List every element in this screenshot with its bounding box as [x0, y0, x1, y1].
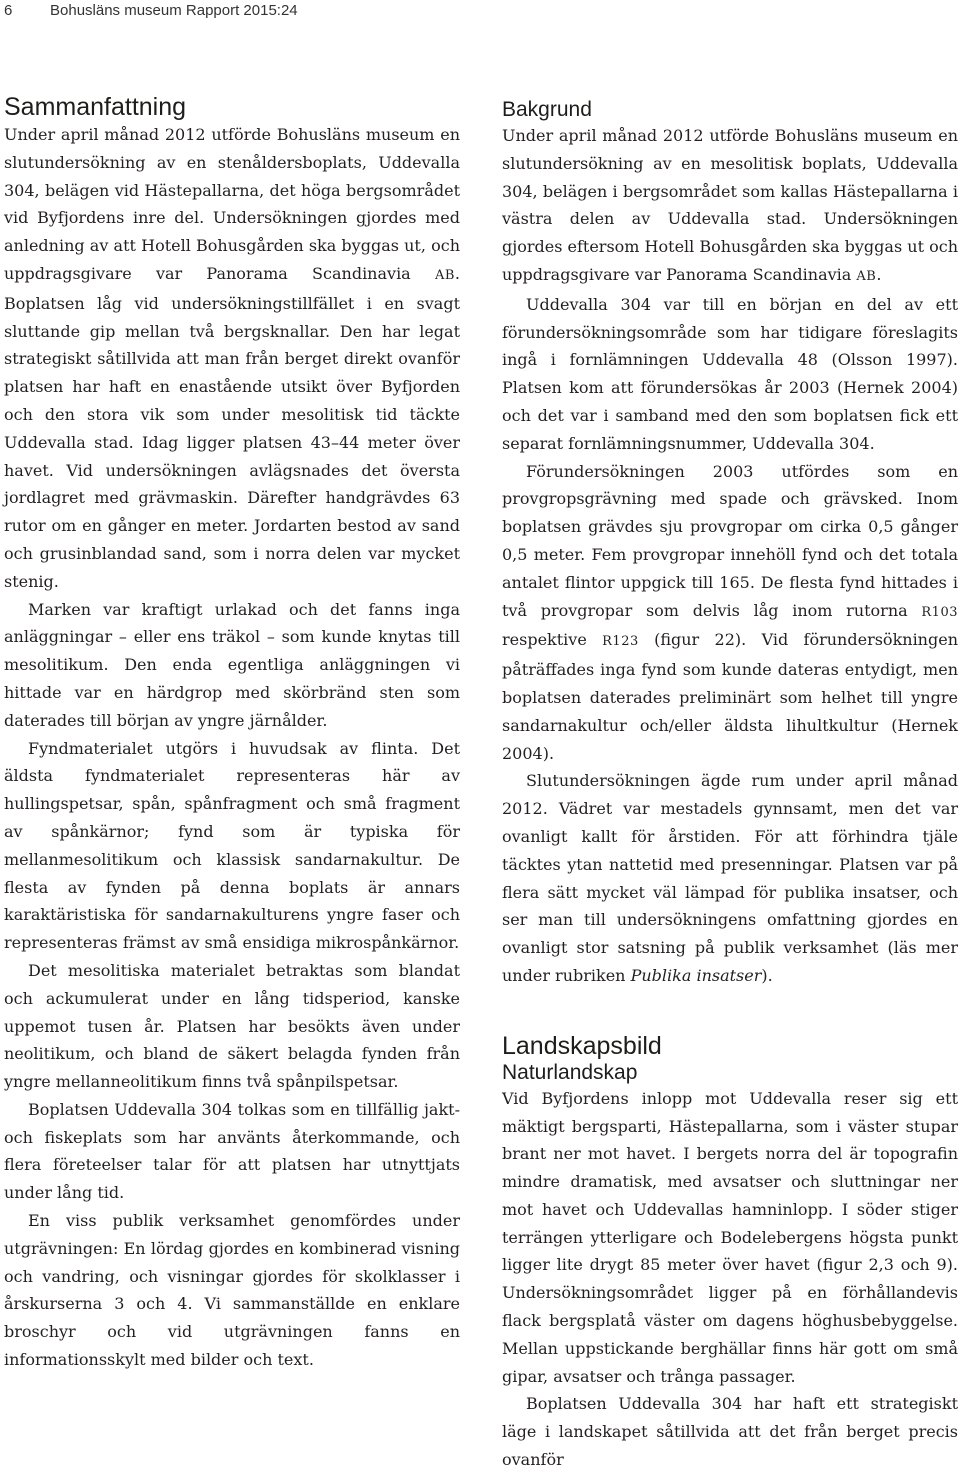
- summary-paragraph-3: Fyndmaterialet utgörs i huvudsak av flinta. Det äldsta fyndmaterialet representeras här av hullingspetsar, spån, spånfragment och små fragment av spånkärnor; fynd som är typiska för mellanmesolitikum och klassisk sandarnakultur. De flesta av fynden på denna boplats är annars karaktäristiska för sandarnakulturens yngre faser och representeras främst av små ensidiga mikrospånkärnor.: [4, 738, 460, 953]
- summary-paragraph-6: En viss publik verksamhet genomfördes under utgrävningen: En lördag gjordes en kombinerad visning och vandring, och visningar gjordes för skolklasser i årskurserna 3 och 4. Vi sammanställde en enklare broschyr och vid utgrävningen fanns en informationsskylt med bilder och text.: [4, 1211, 460, 1370]
- background-paragraph-4: Slutundersökningen ägde rum under april månad 2012. Vädret var mestadels gynnsamt, men det var ovanligt kallt för årstiden. För att förhindra tjäle täcktes ytan nattetid med presenningar. Platsen var på flera sätt mycket väl lämpad för publika insatser, och ser man till undersökningens omfattning gjordes en ovanligt stor satsning på publik verksamhet (läs mer under rubriken Publika insatser).: [502, 771, 958, 985]
- running-header: [4, 2, 298, 22]
- summary-paragraph-5: Boplatsen Uddevalla 304 tolkas som en tillfällig jakt- och fiskeplats som har använts återkommande, och flera företeelser talar för att platsen har utnyttjats under lång tid.: [4, 1099, 460, 1203]
- sammanfattning-heading: Sammanfattning: [4, 93, 187, 121]
- background-paragraph-1: Under april månad 2012 utförde Bohusläns museum en slutundersökning av en mesolitisk boplats, Uddevalla 304, belägen i bergsområdet som kallas Hästepallarna i västra delen av Uddevalla stad. Undersökningen gjordes eftersom Hotell Bohusgården ska byggas ut och uppdragsgivare var Panorama Scandinavia AB.: [502, 126, 958, 284]
- background-paragraph-3: Förundersökningen 2003 utfördes som en provgropsgrävning med spade och grävsked. Inom boplatsen grävdes sju provgropar om cirka 0,5 gånger 0,5 meter. Fem provgropar innehöll fynd och det totala antalet flintor uppgick till 165. De flesta fynd hittades i två provgropar som delvis låg inom rutorna R103 respektive R123 (figur 22). Vid förundersökningen påträffades inga fynd som kunde dateras entydigt, men boplatsen daterades preliminärt som helhet till yngre sandarnakultur och/eller äldsta lihultkultur (Hernek 2004).: [502, 461, 959, 763]
- naturlandskap-heading: Naturlandskap: [502, 1060, 638, 1084]
- summary-paragraph-1: Under april månad 2012 utförde Bohusläns museum en slutundersökning av en stenåldersboplats, Uddevalla 304, belägen vid Hästepallarna, det höga bergsområdet vid Byfjordens inre del. Undersökningen gjordes med anledning av att Hotell Bohusgården ska byggas ut, och uppdragsgivare var Panorama Scandinavia AB. Boplatsen låg vid undersökningstillfället i en svagt sluttande gip mellan två bergsknallar. Den har legat strategiskt såtillvida att man från berget direkt ovanför platsen har haft en enastående utsikt över Byfjorden och den stora vik som under mesolitisk tid täckte Uddevalla stad. Idag ligger platsen 43–44 meter över havet. Vid undersökningen avlägsnades det översta jordlagret med grävmaskin. Därefter handgrävdes 63 rutor om en gånger en meter. Jordarten bestod av sand och grusinblandad sand, som i norra delen var mycket stenig.: [4, 125, 460, 591]
- bakgrund-heading: Bakgrund: [502, 98, 592, 121]
- section-spacer: [502, 990, 958, 1032]
- left-column: [4, 93, 460, 1374]
- right-column: [502, 97, 958, 1474]
- background-paragraph-2: Uddevalla 304 var till en början en del av ett förundersökningsområde som har tidigare föreslagits ingå i fornlämningen Uddevalla 48 (Olsson 1997). Platsen kom att förundersökas år 2003 (Hernek 2004) och det var i samband med den som boplatsen fick ett separat fornlämningsnummer, Uddevalla 304.: [502, 294, 958, 453]
- page-number: 6: [4, 2, 13, 19]
- summary-paragraph-2: Marken var kraftigt urlakad och det fanns inga anläggningar – eller ens träkol – som kunde knytas till mesolitikum. Den enda egentliga anläggningen vi hittade var en härdgrop med skörbränd sten som daterades till början av yngre järnålder.: [4, 599, 460, 730]
- publication-title: Bohusläns museum Rapport 2015:24: [50, 2, 298, 19]
- landscape-paragraph-2: Boplatsen Uddevalla 304 har haft ett strategiskt läge i landskapet såtillvida att det från berget precis ovanför: [502, 1394, 958, 1470]
- summary-paragraph-4: Det mesolitiska materialet betraktas som blandat och ackumulerat under en lång tidsperiod, kanske uppemot tusen år. Platsen har besökts även under neolitikum, och bland de säkert belagda fynden från yngre mellanneolitikum finns två spånpilspetsar.: [4, 960, 460, 1092]
- landscape-paragraph-1: Vid Byfjordens inlopp mot Uddevalla reser sig ett mäktigt bergsparti, Hästepallarna, som i väster stupar brant ner mot havet. I bergets norra del är topografin mindre dramatisk, med avsatser och sluttningar ner mot havet och Uddevallas hamninlopp. I söder stiger terrängen ytterligare och Bodelebergens högsta punkt ligger lite drygt 85 meter över havet (figur 2,3 och 9). Undersökningsområdet ligger på en förhållandevis flack bergsplatå väster om dagens höghusbebyggelse. Mellan uppstickande berghällar finns här gott om små gipar, avsatser och trånga passager.: [502, 1088, 958, 1386]
- landskapsbild-heading: Landskapsbild: [502, 1031, 662, 1060]
